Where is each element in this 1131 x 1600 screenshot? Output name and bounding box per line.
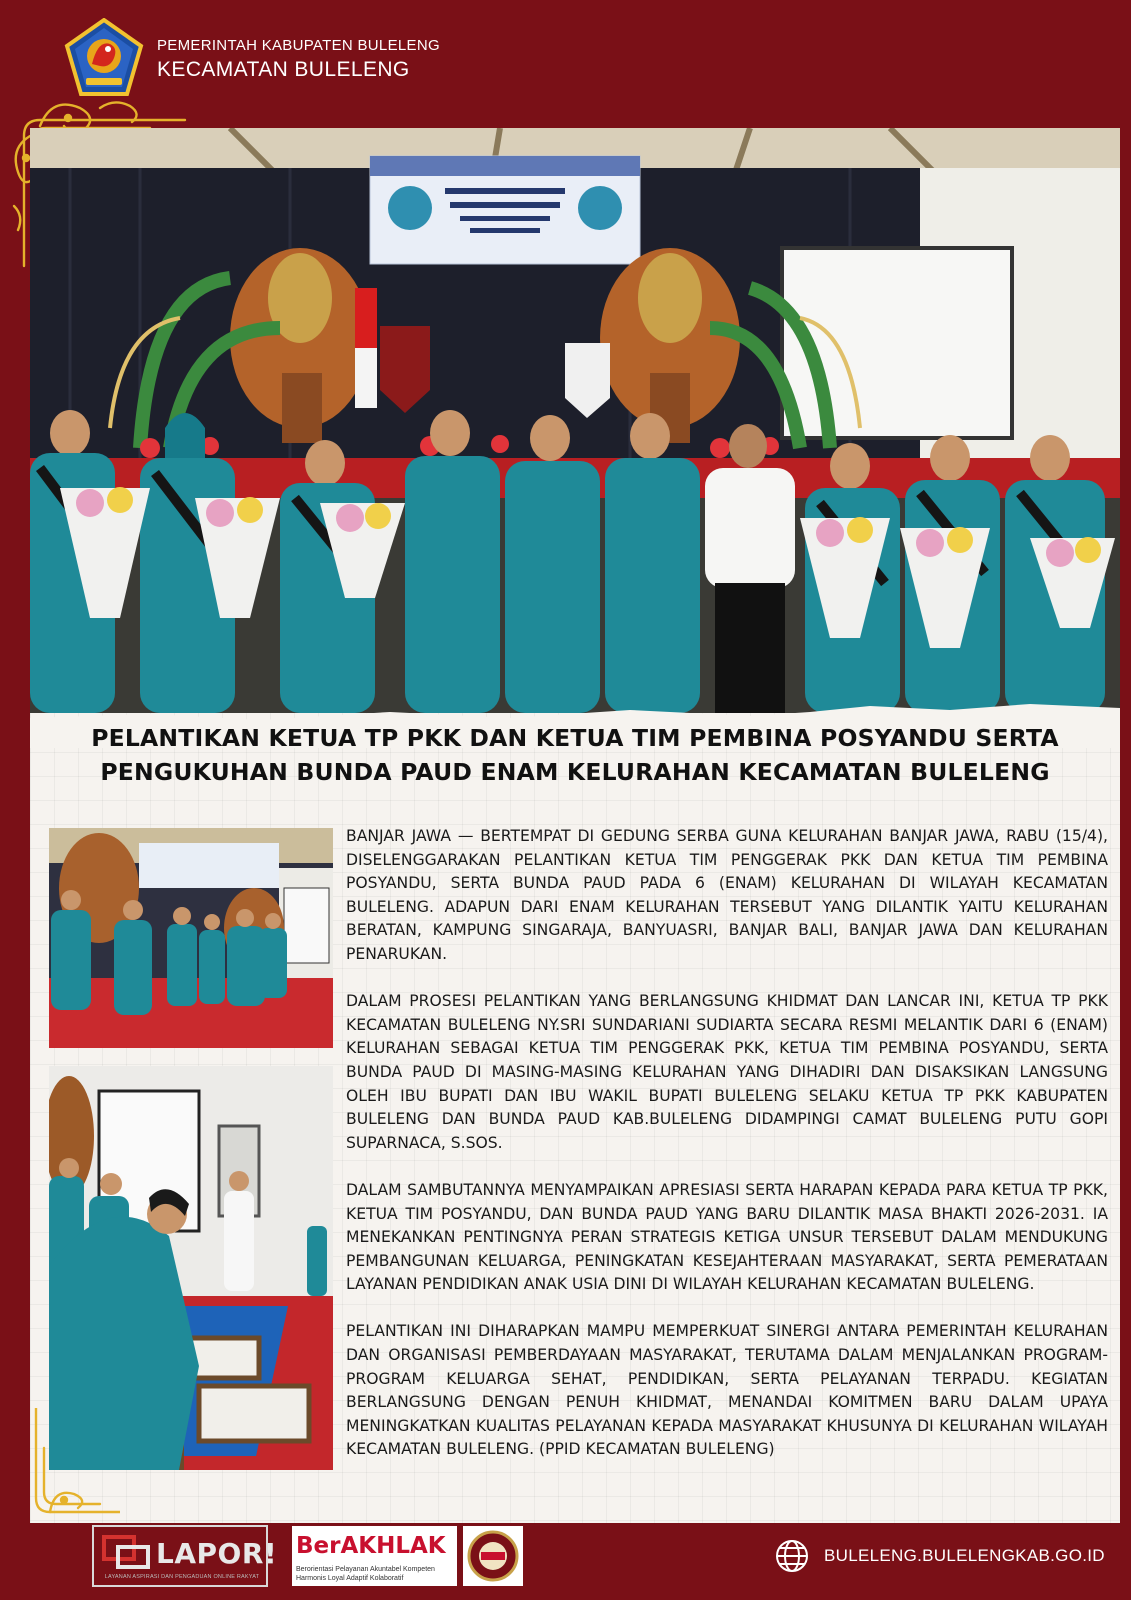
inauguration-photo xyxy=(49,828,333,1048)
article-paragraph: PELANTIKAN INI DIHARAPKAN MAMPU MEMPERKUAT SINERGI ANTARA PEMERINTAH KELURAHAN DAN ORGANISASI PEMBERDAYAAN MASYARAKAT, TERUTAMA DALAM MENJALANKAN PROGRAM-PROGRAM KELUARGA SEHAT, PENDIDIKAN, SERTA PELAYANAN TERPADU. KEGIATAN BERLANGSUNG DENGAN PENUH KHIDMAT, MENANDAI KOMITMEN BARU DALAM UPAYA MENINGKATKAN KUALITAS PELAYANAN KEPADA MASYARAKAT KHUSUNYA DI KELURAHAN WILAYAH KECAMATAN BULELENG. (PPID KECAMATAN BULELENG) xyxy=(346,1322,1108,1459)
article-paragraph: DALAM PROSESI PELANTIKAN YANG BERLANGSUNG KHIDMAT DAN LANCAR INI, KETUA TP PKK KECAMATAN BULELENG NY.SRI SUNDARIANI SUDIARTA SECARA RESMI MELANTIK DARI 6 (ENAM) KELURAHAN SEBAGAI KETUA TIM PENGGERAK PKK, KETUA TIM PEMBINA POSYANDU, SERTA BUNDA PAUD DI MASING-MASING KELURAHAN YANG DIHADIRI DAN DISAKSIKAN LANGSUNG OLEH IBU BUPATI DAN IBU WAKIL BUPATI BULELENG SELAKU KETUA TP PKK KABUPATEN BULELENG DAN BUNDA PAUD KAB.BULELENG DIDAMPINGI CAMAT BULELENG PUTU GOPI SUPARNACA, S.SOS. xyxy=(346,992,1108,1152)
header-government: PEMERINTAH KABUPATEN BULELENG xyxy=(157,37,440,54)
lapor-icon xyxy=(102,1535,152,1571)
berakhlak-label: BerAKHLAK xyxy=(296,1533,446,1559)
kabupaten-logo-icon xyxy=(64,18,144,98)
article-title-line2: PENGUKUHAN BUNDA PAUD ENAM KELURAHAN KECAMATAN BULELENG xyxy=(100,758,1050,786)
lapor-subtitle: LAYANAN ASPIRASI DAN PENGADUAN ONLINE RAKYAT xyxy=(104,1574,260,1580)
hero-photo xyxy=(30,128,1120,713)
article-title xyxy=(70,721,1080,789)
globe-icon xyxy=(774,1538,810,1574)
website-url: BULELENG.BULELENGKAB.GO.ID xyxy=(824,1546,1105,1565)
lapor-label: LAPOR! xyxy=(156,1537,278,1570)
article-panel xyxy=(30,128,1120,1523)
badge-icon xyxy=(463,1526,523,1586)
ornament-icon xyxy=(30,1408,120,1518)
lapor-link[interactable] xyxy=(92,1525,278,1587)
header-district: KECAMATAN BULELENG xyxy=(157,58,410,81)
article-paragraph: DALAM SAMBUTANNYA MENYAMPAIKAN APRESIASI SERTA HARAPAN KEPADA PARA KETUA TP PKK, KETUA TIM POSYANDU, DAN BUNDA PAUD YANG BARU DILANTIK MASA BHAKTI 2026-2031. IA MENEKANKAN PENTINGNYA PERAN STRATEGIS KETIGA UNSUR TERSEBUT DALAM MENDUKUNG PEMBANGUNAN KELUARGA, PENINGKATAN KESEJAHTERAAN MASYARAKAT, SERTA PEMERATAAN LAYANAN PENDIDIKAN ANAK USIA DINI DI WILAYAH KELURAHAN KECAMATAN BULELENG. xyxy=(346,1180,1108,1294)
article-body xyxy=(346,825,1108,1486)
article-title-line1: PELANTIKAN KETUA TP PKK DAN KETUA TIM PEMBINA POSYANDU SERTA xyxy=(91,724,1059,752)
website-link[interactable] xyxy=(774,1538,1104,1574)
berakhlak-subtitle: Berorientasi Pelayanan Akuntabel Kompeten Harmonis Loyal Adaptif Kolaboratif xyxy=(296,1566,435,1582)
footer xyxy=(0,1523,1131,1600)
badge-logo[interactable] xyxy=(463,1526,523,1586)
article-paragraph: BANJAR JAWA — BERTEMPAT DI GEDUNG SERBA GUNA KELURAHAN BANJAR JAWA, RABU (15/4), DISELENGGARAKAN PELANTIKAN KETUA TIM PENGGERAK PKK DAN KETUA TIM PEMBINA POSYANDU, SERTA BUNDA PAUD PADA 6 (ENAM) KELURAHAN DI WILAYAH KECAMATAN BULELENG. ADAPUN DARI ENAM KELURAHAN TERSEBUT YANG DILANTIK YAITU KELURAHAN BERATAN, KAMPUNG SINGARAJA, BANYUASRI, BANJAR BALI, BANJAR JAWA DAN KELURAHAN PENARUKAN. xyxy=(346,827,1108,963)
berakhlak-logo[interactable] xyxy=(292,1526,457,1586)
